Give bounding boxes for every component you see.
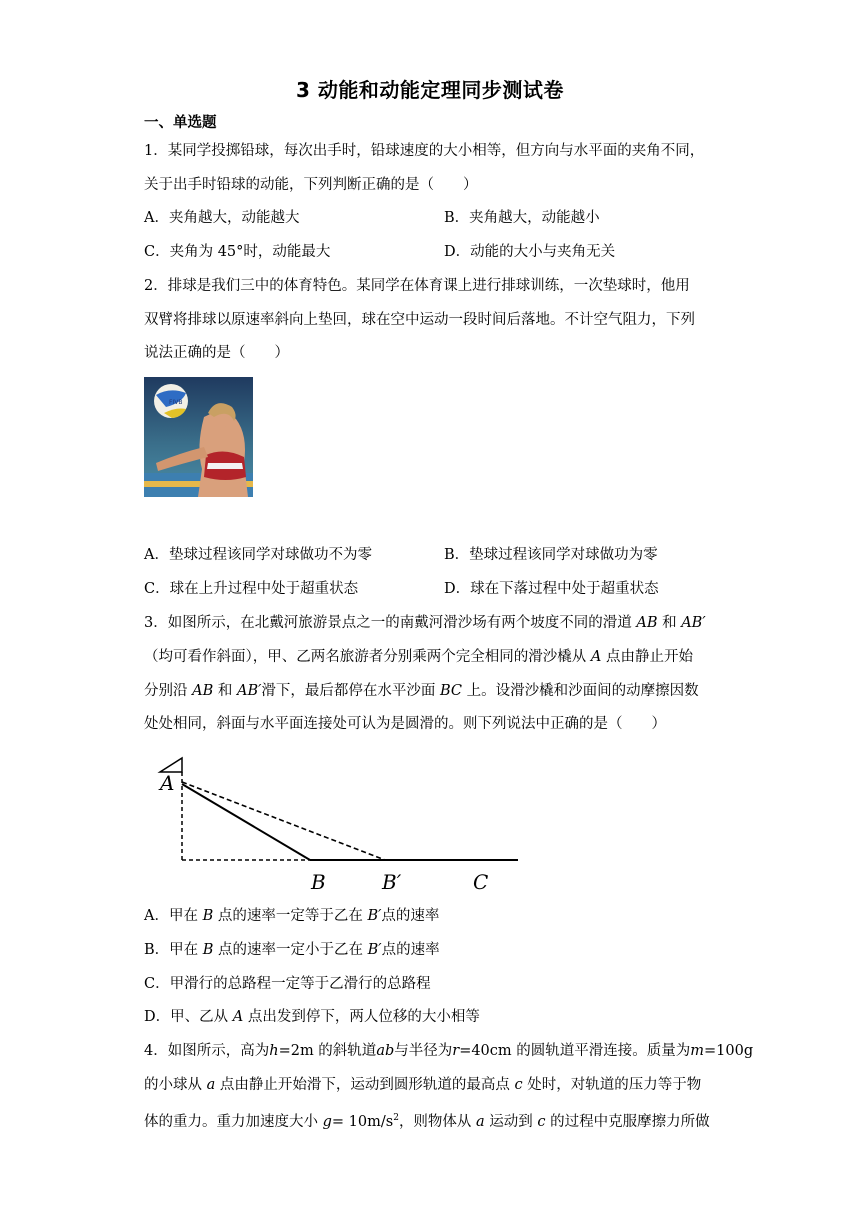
- q4-text: 运动到: [484, 1113, 538, 1130]
- q3-opt-bp: B′: [367, 942, 382, 958]
- q4-var-a: a: [206, 1077, 216, 1093]
- q4-text: 4．如图所示，高为: [144, 1043, 270, 1059]
- label-b: B: [311, 870, 326, 894]
- q3-opt-text: 点的速率一定小于乙在: [213, 942, 368, 958]
- q4-stem-line-2: [144, 1075, 718, 1095]
- q3-text: 滑下，最后都停在水平沙面: [261, 683, 440, 699]
- q4-text: = 10m/s: [331, 1113, 394, 1130]
- q1-stem-line-1: 1．某同学投掷铅球，每次出手时，铅球速度的大小相等，但方向与水平面的夹角不同，: [144, 143, 705, 159]
- q4-var-c: c: [514, 1077, 523, 1093]
- q3-text: （均可看作斜面），甲、乙两名旅游者分别乘两个完全相同的滑沙橇从: [144, 649, 591, 665]
- q3-opt-a: A: [232, 1009, 244, 1025]
- q3-opt-text: A．甲在: [144, 908, 203, 924]
- q1-option-c: C．夹角为 45°时，动能最大: [144, 244, 331, 260]
- q3-text-abp: AB′: [236, 683, 262, 699]
- q1-option-d: D．动能的大小与夹角无关: [444, 244, 616, 260]
- q4-text: 的过程中克服摩擦力所做: [545, 1113, 710, 1130]
- q3-stem-line-1: [144, 613, 718, 633]
- q3-stem-line-2: [144, 647, 718, 667]
- q2-option-c: C．球在上升过程中处于超重状态: [144, 581, 359, 597]
- q1-stem-line-2: 关于出手时铅球的动能，下列判断正确的是（ ）: [144, 177, 478, 193]
- q2-option-a: A．垫球过程该同学对球做功不为零: [144, 547, 372, 563]
- page-title: 3 动能和动能定理同步测试卷: [296, 78, 564, 102]
- q4-text: =40cm 的圆轨道平滑连接。质量为: [459, 1043, 691, 1059]
- q4-text: 与半径为: [394, 1043, 453, 1059]
- label-c: C: [473, 870, 489, 894]
- q1-option-b: B．夹角越大，动能越小: [444, 210, 600, 226]
- q2-option-d: D．球在下落过程中处于超重状态: [444, 581, 659, 597]
- q4-text: 处时，对轨道的压力等于物: [522, 1077, 702, 1093]
- volleyball-photo: [144, 377, 253, 497]
- q3-opt-bp: B′: [367, 908, 382, 924]
- q3-text: 和: [657, 615, 682, 631]
- q3-opt-text: 点的速率: [381, 908, 440, 924]
- q3-text-bc: BC: [440, 683, 463, 699]
- q3-opt-text: 点的速率一定等于乙在: [213, 908, 368, 924]
- q4-text: =100g: [704, 1043, 754, 1059]
- q3-stem-line-3: [144, 681, 718, 701]
- q3-opt-text: 点的速率: [381, 942, 440, 958]
- slide-diagram: [150, 748, 530, 902]
- q4-var-c: c: [537, 1113, 546, 1130]
- q4-superscript: 2: [393, 1113, 399, 1123]
- q2-stem-line-2: 双臂将排球以原速率斜向上垫回，球在空中运动一段时间后落地。不计空气阻力，下列: [144, 312, 695, 328]
- q3-text-a: A: [590, 649, 602, 665]
- q2-stem-line-3: 说法正确的是（ ）: [144, 345, 289, 361]
- q2-option-b: B．垫球过程该同学对球做功为零: [444, 547, 658, 563]
- q4-text: ，则物体从: [398, 1113, 477, 1130]
- q3-text-ab: AB: [636, 615, 658, 631]
- q3-opt-b: B: [202, 908, 214, 924]
- q3-opt-text: B．甲在: [144, 942, 203, 958]
- label-b-prime: B′: [382, 870, 402, 894]
- q4-stem-line-3: [144, 1108, 718, 1132]
- section-heading: 一、单选题: [144, 115, 217, 131]
- q3-text: 3．如图所示，在北戴河旅游景点之一的南戴河滑沙场有两个坡度不同的滑道: [144, 615, 637, 631]
- ball-brand-text: FIVB: [169, 399, 183, 406]
- q3-text-abp: AB′: [681, 615, 706, 631]
- q4-var-g: g: [322, 1113, 332, 1130]
- q3-opt-b: B: [202, 942, 214, 958]
- q4-text: =2m 的斜轨道: [278, 1043, 377, 1059]
- q3-text: 分别沿: [144, 683, 193, 699]
- q4-var-h: h: [269, 1043, 279, 1059]
- q2-stem-line-1: 2．排球是我们三中的体育特色。某同学在体育课上进行排球训练，一次垫球时，他用: [144, 278, 690, 294]
- q3-text: 上。设滑沙橇和沙面间的动摩擦因数: [462, 683, 699, 699]
- slope-abp: [182, 782, 385, 860]
- q1-option-a: A．夹角越大，动能越大: [144, 210, 300, 226]
- q3-text: 和: [213, 683, 237, 699]
- q3-option-b: [144, 940, 440, 960]
- q4-var-ab: ab: [376, 1043, 395, 1059]
- label-a: A: [160, 771, 175, 795]
- q4-var-a: a: [476, 1113, 485, 1130]
- q4-stem-line-1: [144, 1041, 754, 1061]
- q4-text: 体的重力。重力加速度大小: [144, 1113, 323, 1130]
- q3-option-c: C．甲滑行的总路程一定等于乙滑行的总路程: [144, 976, 431, 992]
- apex-triangle: [160, 758, 182, 772]
- q3-text-ab: AB: [192, 683, 214, 699]
- q3-option-d: [144, 1007, 480, 1027]
- q3-option-a: [144, 906, 439, 926]
- q3-stem-line-4: 处处相同，斜面与水平面连接处可认为是圆滑的。则下列说法中正确的是（ ）: [144, 716, 666, 732]
- q4-text: 的小球从: [144, 1077, 207, 1093]
- q3-opt-text: D．甲、乙从: [144, 1009, 233, 1025]
- slope-ab: [182, 784, 310, 860]
- q3-opt-text: 点出发到停下，两人位移的大小相等: [243, 1009, 480, 1025]
- q4-text: 点由静止开始滑下，运动到圆形轨道的最高点: [215, 1077, 515, 1093]
- q4-var-m: m: [690, 1043, 705, 1059]
- q4-var-r: r: [452, 1043, 460, 1059]
- q3-text: 点由静止开始: [601, 649, 693, 665]
